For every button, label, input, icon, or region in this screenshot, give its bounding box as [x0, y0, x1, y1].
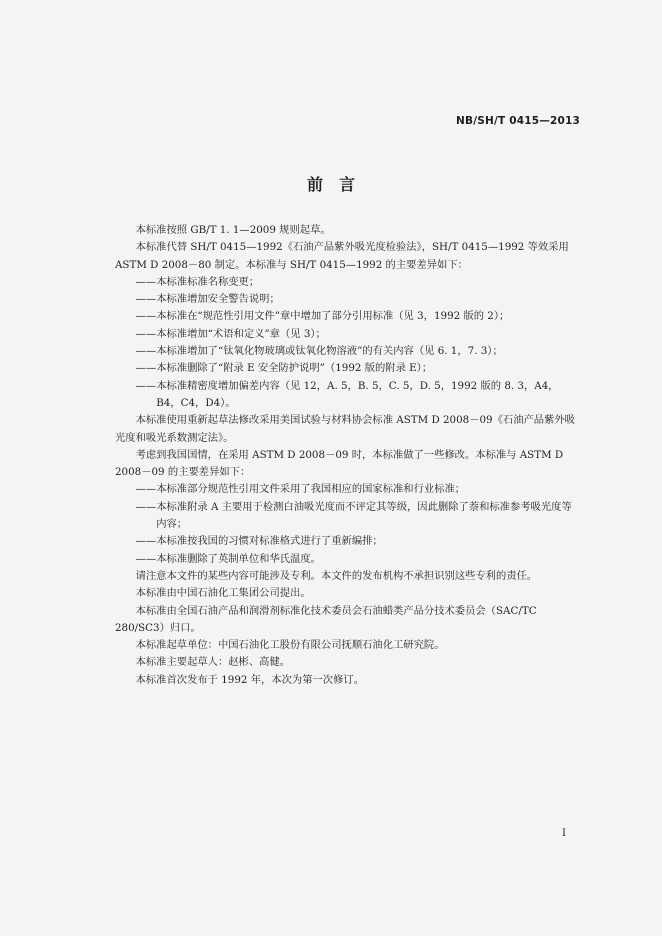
- paragraph: 本标准由全国石油产品和润滑剂标准化技术委员会石油蜡类产品分技术委员会（SAC/TC 280/SC3）归口。: [115, 604, 537, 634]
- list-item: ——本标准标准名称变更；: [135, 275, 260, 288]
- list-item: ——本标准精密度增加偏差内容（见 12，A. 5，B. 5，C. 5，D. 5，1992 版的 8. 3，A4，B4，C4，D4）。: [135, 379, 559, 409]
- paragraph: 请注意本文件的某些内容可能涉及专利。本文件的发布机构不承担识别这些专利的责任。: [135, 569, 538, 582]
- page-title: 前 言: [306, 175, 355, 194]
- paragraph: 本标准由中国石油化工集团公司提出。: [135, 587, 311, 600]
- document-body: [115, 222, 575, 689]
- list-item: ——本标准删除了英制单位和华氏温度。: [135, 552, 321, 565]
- paragraph: 本标准主要起草人：赵彬、高健。: [135, 656, 291, 669]
- paragraph: 本标准首次发布于 1992 年，本次为第一次修订。: [135, 673, 364, 686]
- paragraph: 本标准按照 GB/T 1. 1—2009 规则起草。: [135, 224, 331, 236]
- document-code: NB/SH/T 0415—2013: [456, 115, 580, 127]
- paragraph: 本标准使用重新起草法修改采用美国试验与材料协会标准 ASTM D 2008－09《石油产品紫外吸光度和吸光系数测定法》。: [115, 414, 575, 444]
- page-number: I: [562, 828, 566, 839]
- list-item: ——本标准按我国的习惯对标准格式进行了重新编排；: [135, 535, 383, 548]
- paragraph: 本标准代替 SH/T 0415—1992《石油产品紫外吸光度检验法》，SH/T 0415—1992 等效采用 ASTM D 2008－80 制定。本标准与 SH/T 0415—1992 的主要差异如下：: [115, 241, 569, 271]
- list-item: ——本标准增加“术语和定义”章（见 3）；: [135, 327, 326, 340]
- list-item: ——本标准部分规范性引用文件采用了我国相应的国家标准和行业标准；: [135, 483, 466, 496]
- list-item: ——本标准增加安全警告说明；: [135, 293, 280, 306]
- list-item: ——本标准在“规范性引用文件”章中增加了部分引用标准（见 3，1992 版的 2）；: [135, 310, 510, 323]
- paragraph: 考虑到我国国情，在采用 ASTM D 2008－09 时，本标准做了一些修改。本标准与 ASTM D 2008－09 的主要差异如下：: [115, 448, 564, 479]
- list-item: ——本标准删除了“附录 E 安全防护说明”（1992 版的附录 E）；: [135, 362, 433, 375]
- list-item: ——本标准增加了“钛氧化物玻璃或钛氧化物溶液”的有关内容（见 6. 1，7. 3）；: [135, 345, 503, 358]
- list-item: ——本标准附录 A 主要用于检测白油吸光度而不评定其等级，因此删除了萘和标准参考吸光度等内容；: [135, 500, 572, 531]
- paragraph: 本标准起草单位：中国石油化工股份有限公司抚顺石油化工研究院。: [135, 639, 445, 652]
